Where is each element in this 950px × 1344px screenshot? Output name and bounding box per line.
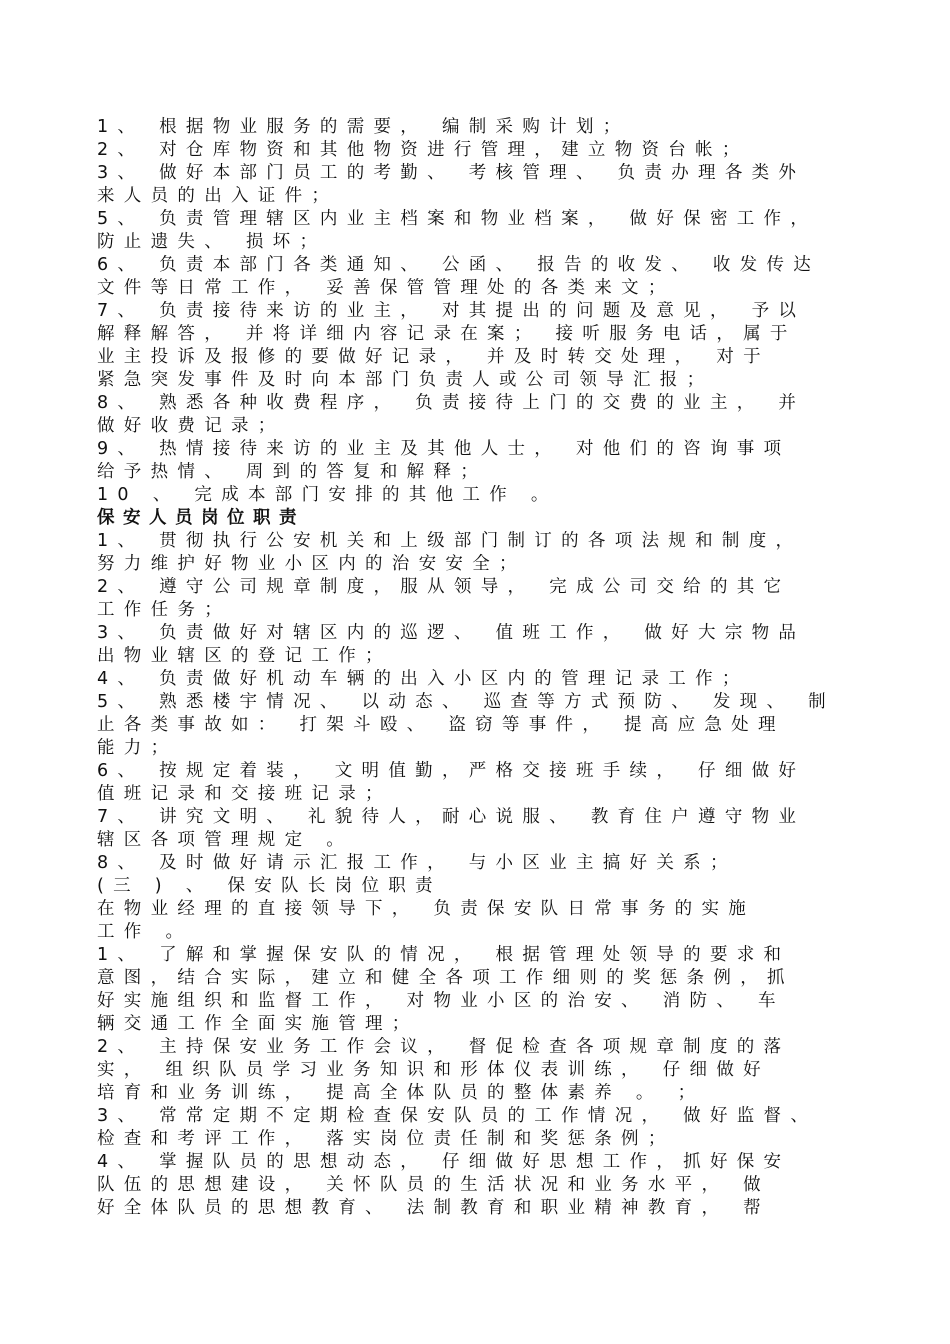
section-heading: (三 ) 、 保安队长岗位职责 <box>97 876 442 896</box>
text-line: 培育和业务训练， 提高全体队员的整体素养 。 ； <box>97 1083 705 1103</box>
text-line: 7、 讲究文明、 礼貌待人，耐心说服、 教育住户遵守物业 <box>97 807 806 827</box>
text-line: 辆交通工作全面实施管理； <box>97 1014 419 1034</box>
text-line: 2、 主持保安业务工作会议， 督促检查各项规章制度的落 <box>97 1037 791 1057</box>
text-line: 实， 组织队员学习业务知识和形体仪表训练， 仔细做好 <box>97 1060 770 1080</box>
text-line: 业主投诉及报修的要做好记录， 并及时转交处理， 对于 <box>97 347 770 367</box>
text-line: 工作任务； <box>97 600 231 620</box>
text-line: 5、 熟悉楼宇情况、 以动态、 巡查等方式预防、 发现、 制 <box>97 692 835 712</box>
text-line: 3、 常常定期不定期检查保安队员的工作情况， 做好监督、 <box>97 1106 818 1126</box>
document-body <box>97 116 877 1220</box>
text-line: 6、 负责本部门各类通知、 公函、 报告的收发、 收发传达 <box>97 255 821 275</box>
text-line: 能力； <box>97 738 178 758</box>
text-line: 4、 负责做好机动车辆的出入小区内的管理记录工作； <box>97 669 749 689</box>
text-line: 辖区各项管理规定 。 <box>97 830 354 850</box>
text-line: 队伍的思想建设， 关怀队员的生活状况和业务水平， 做 <box>97 1175 770 1195</box>
text-line: 解释解答， 并将详细内容记录在案； 接听服务电话，属于 <box>97 324 797 344</box>
text-line: 值班记录和交接班记录； <box>97 784 392 804</box>
text-line: 3、 做好本部门员工的考勤、 考核管理、 负责办理各类外 <box>97 163 806 183</box>
text-line: 2、 对仓库物资和其他物资进行管理，建立物资台帐； <box>97 140 749 160</box>
text-line: 紧急突发事件及时向本部门负责人或公司领导汇报； <box>97 370 714 390</box>
text-line: 5、 负责管理辖区内业主档案和物业档案， 做好保密工作， <box>97 209 818 229</box>
text-line: 9、 热情接待来访的业主及其他人士， 对他们的咨询事项 <box>97 439 791 459</box>
text-line: 文件等日常工作， 妥善保管管理处的各类来文； <box>97 278 675 298</box>
text-line: 1、 了解和掌握保安队的情况， 根据管理处领导的要求和 <box>97 945 791 965</box>
text-line: 做好收费记录； <box>97 416 285 436</box>
section-heading: 保安人员岗位职责 <box>97 508 305 528</box>
text-line: 工作 。 <box>97 922 193 942</box>
text-line: 1、 贯彻执行公安机关和上级部门制订的各项法规和制度， <box>97 531 803 551</box>
text-line: 意图，结合实际，建立和健全各项工作细则的奖惩条例，抓 <box>97 968 794 988</box>
text-line: 努力维护好物业小区内的治安安全； <box>97 554 526 574</box>
text-line: 防止遗失、 损坏； <box>97 232 327 252</box>
text-line: 8、 熟悉各种收费程序， 负责接待上门的交费的业主， 并 <box>97 393 806 413</box>
text-line: 4、 掌握队员的思想动态， 仔细做好思想工作，抓好保安 <box>97 1152 791 1172</box>
text-line: 好全体队员的思想教育、 法制教育和职业精神教育， 帮 <box>97 1198 770 1218</box>
text-line: 2、 遵守公司规章制度，服从领导， 完成公司交给的其它 <box>97 577 791 597</box>
text-line: 好实施组织和监督工作， 对物业小区的治安、 消防、 车 <box>97 991 785 1011</box>
text-line: 7、 负责接待来访的业主， 对其提出的问题及意见， 予以 <box>97 301 806 321</box>
text-line: 检查和考评工作， 落实岗位责任制和奖惩条例； <box>97 1129 675 1149</box>
text-line: 8、 及时做好请示汇报工作， 与小区业主搞好关系； <box>97 853 737 873</box>
text-line: 出物业辖区的登记工作； <box>97 646 392 666</box>
text-line: 在物业经理的直接领导下， 负责保安队日常事务的实施 <box>97 899 756 919</box>
text-line: 6、 按规定着装， 文明值勤，严格交接班手续， 仔细做好 <box>97 761 806 781</box>
text-line: 3、 负责做好对辖区内的巡逻、 值班工作， 做好大宗物品 <box>97 623 806 643</box>
text-line: 止各类事故如： 打架斗殴、 盗窃等事件， 提高应急处理 <box>97 715 785 735</box>
text-line: 10 、 完成本部门安排的其他工作 。 <box>97 485 558 505</box>
text-line: 来人员的出入证件； <box>97 186 339 206</box>
text-line: 给予热情、 周到的答复和解释； <box>97 462 488 482</box>
text-line: 1、 根据物业服务的需要， 编制采购计划； <box>97 117 630 137</box>
